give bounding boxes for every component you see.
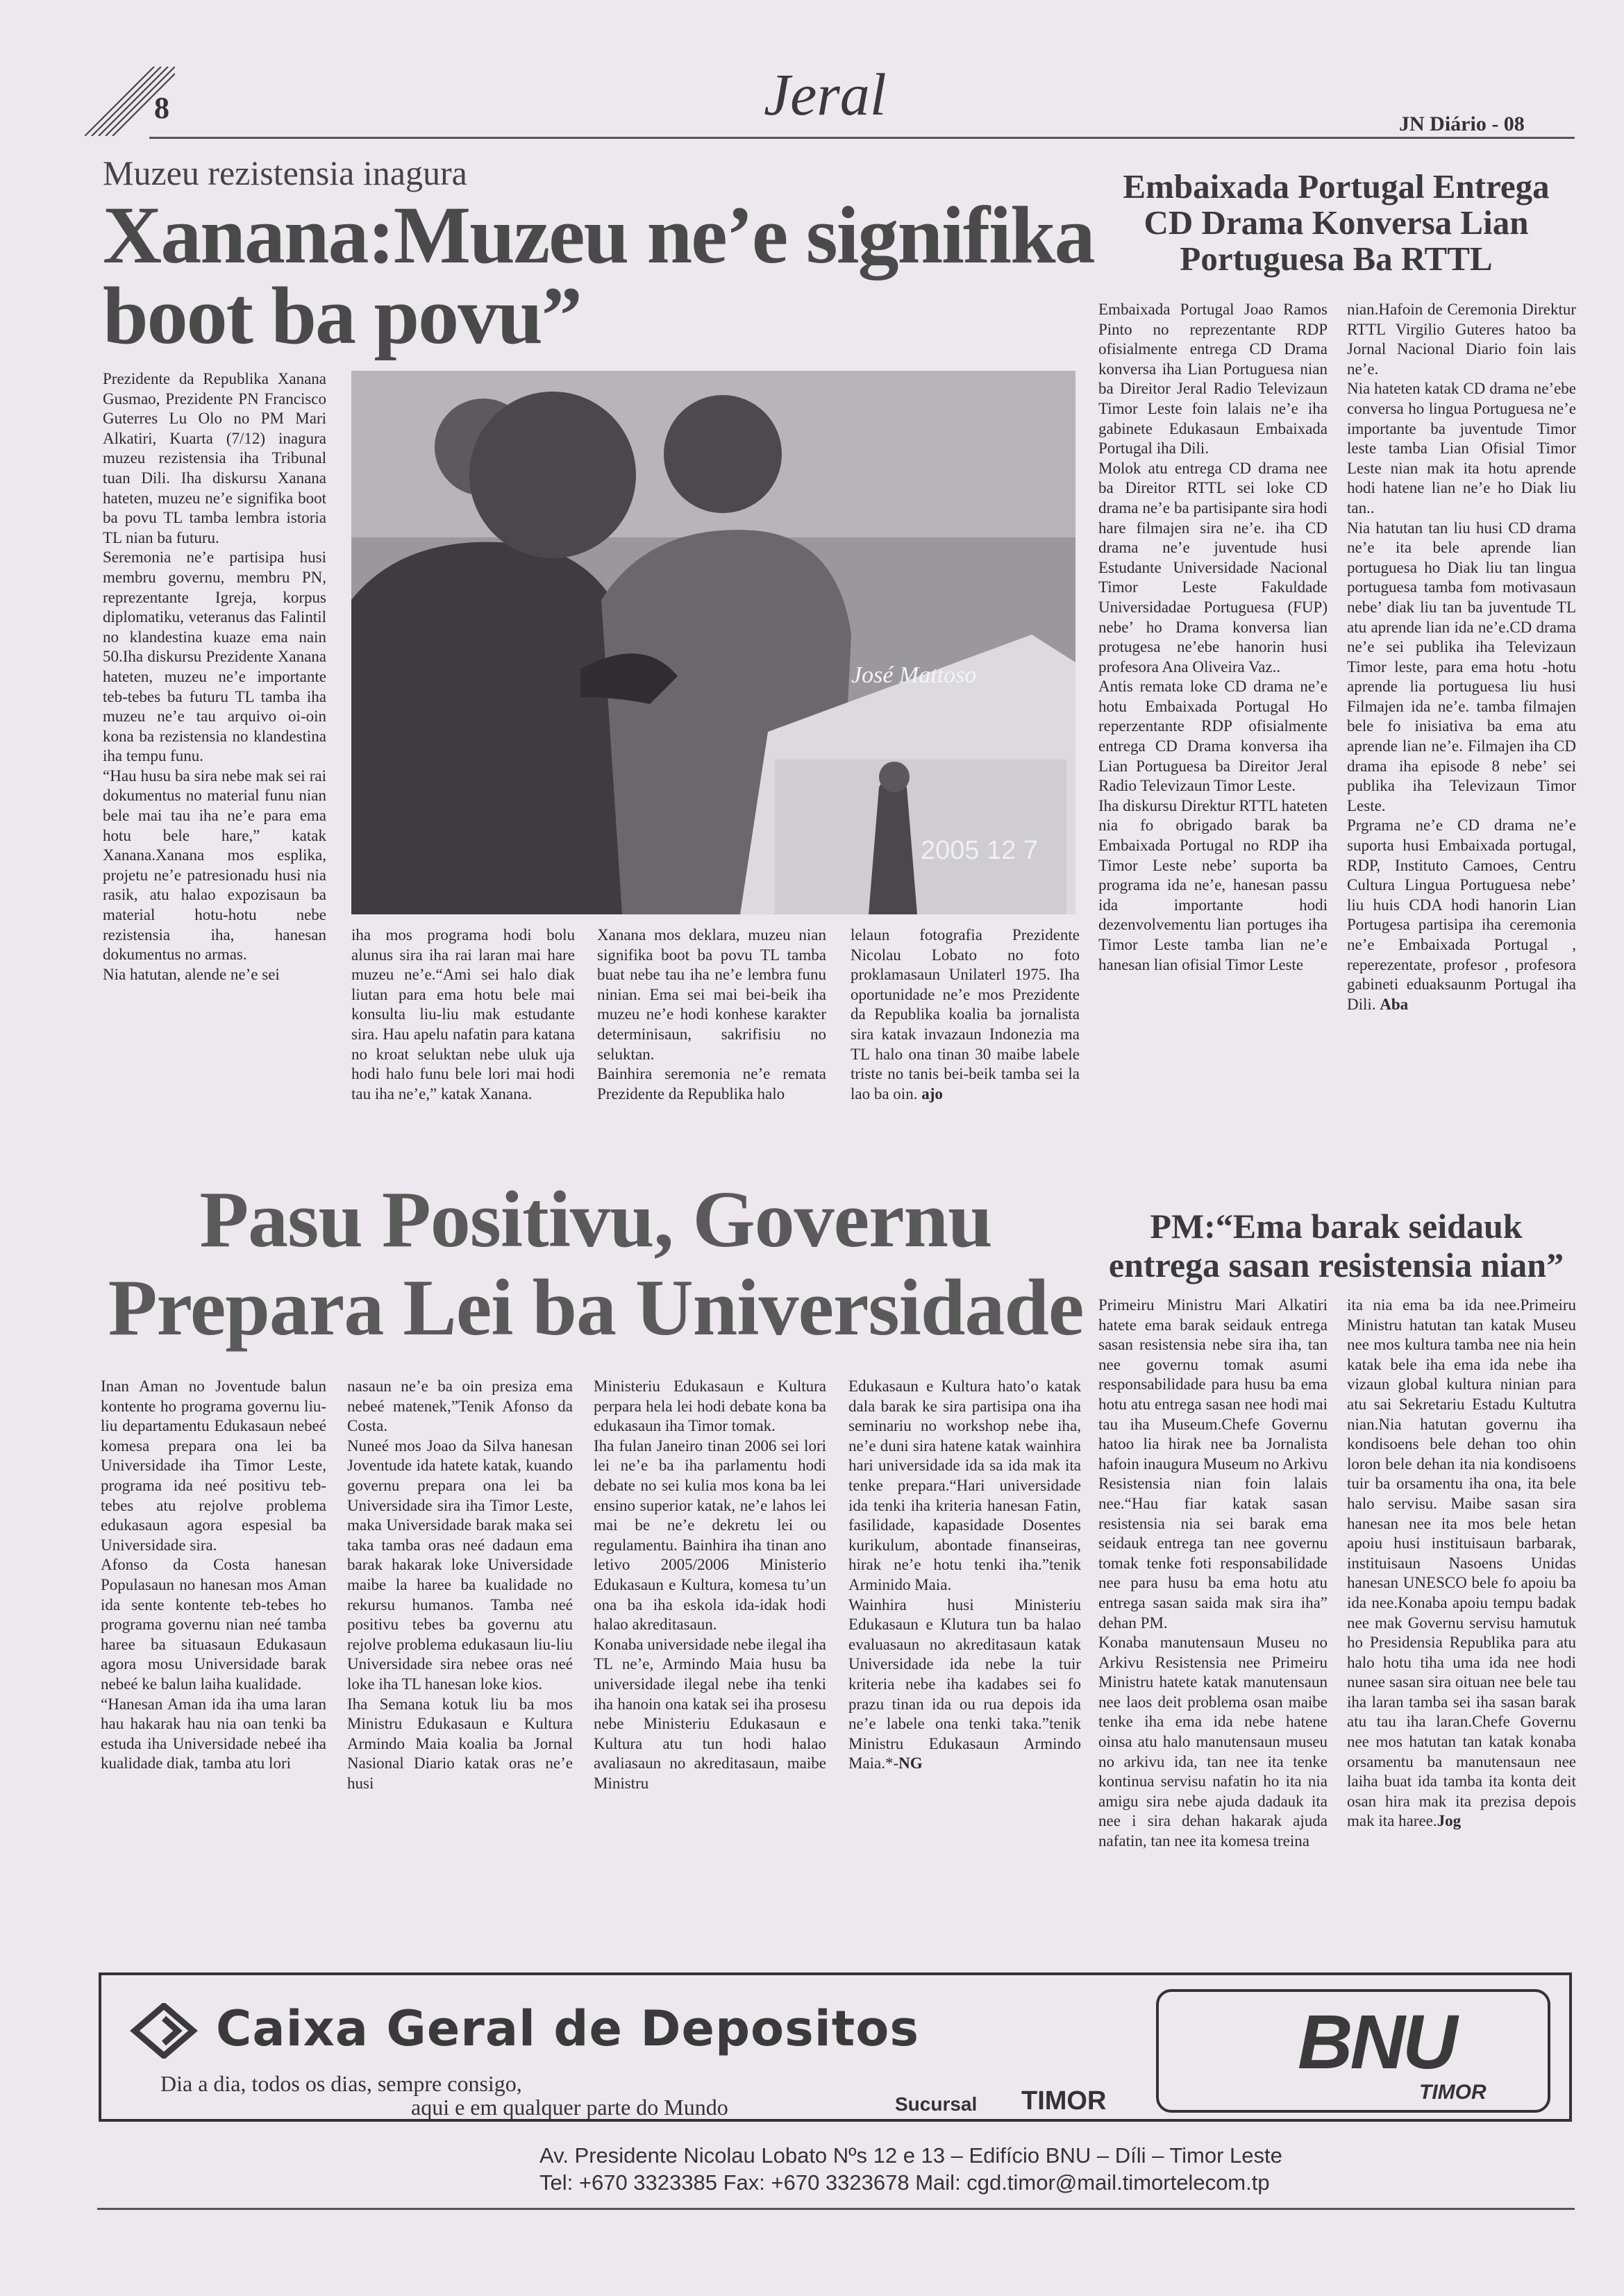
lead-column-2: iha mos programa hodi bolu alunus sira iha rai laran mai hare muzeu ne’e.“Ami sei halo diak liutan para ema hotu bele mai konsulta liu-liu mak estudante sira. Hau apelu nafatin para katana no kroat seluktan nebe uluk uja hodi halo funu bele lori mai hodi tau iha ne’e,” katak Xanana. — [351, 926, 575, 1103]
photo-scene — [351, 371, 1075, 914]
bank-advertisement — [99, 1972, 1572, 2122]
page-number: 8 — [154, 91, 169, 125]
lead-column-3: Xanana mos deklara, muzeu nian signifika boot ba povu TL tamba buat nebe tau iha ne’e lembra funu ninian. Ema sei mai bei-beik iha muzeu ne’e hodi konhese karakter determinisaun, sakrifisiu no seluktan. Bainhira seremonia ne’e remata Prezidente da Republika halo — [597, 926, 826, 1103]
branch-name: TIMOR — [1021, 2086, 1107, 2115]
second-column-2: nasaun ne’e ba oin presiza ema nebeé matenek,”Tenik Afonso da Costa. Nuneé mos Joao da Silva hanesan Joventude ida hatete katak, kuando governu prepara ona lei ba Universidade sira iha Timor Leste, maka Universidade barak maka sei taka tamba oras neé dadaun ema barak hakarak loke Universidade maibe la haree ba kualidade no rekursu humanos. Tamba neé positivu tebes ba governu atu rejolve problema edukasaun liu-liu Universidade sira nebee oras neé loke iha TL hanesan loke kios. Iha Semana kotuk liu ba mos Ministru Edukasaun e Kultura Armindo Maia koalia ba Jornal Nasional Diario katak oras ne’e husi — [347, 1377, 573, 1792]
lead-photo — [351, 371, 1075, 914]
right-story1-column-1: Embaixada Portugal Joao Ramos Pinto no reprezentante RDP ofisialmente entrega CD Drama konversa iha Lian Portuguesa nian ba Direitor Jeral Radio Televizaun Timor Leste foin lalais ne’e iha gabinete Edukasaun Embaixada Portugal iha Dili. Molok atu entrega CD drama nee ba Direitor RTTL sei loke CD drama ne’e ba partisipante sira hodi hare filmajen sira ne’e. iha CD drama ne’e juventude husi Estudante Universidade Nacional Timor Leste Fakuldade Universidadae Portuguesa (FUP) nebe’ ho Drama konversa lian protugesa ne’ebe hanorin husi profesora Ana Oliveira Vaz.. Antis remata loke CD drama ne’e hotu Embaixada Portugal Ho reperzentante RDP ofisialmente entrega CD Drama konversa iha Lian Portuguesa ba Direitor Jeral Radio Televizaun Timor Leste. Iha diskursu Direktur RTTL hateten nia fo obrigado barak ba Embaixada Portugal no RDP iha Timor Leste nebe’ suporta ba programa ida ne’e, hanesan passu ida importante hodi dezenvolvementu lian portuges iha Timor Leste tamba lian ne’e hanesan lian ofisial Timor Leste — [1098, 301, 1328, 973]
right-story1-column-2-text: nian.Hafoin de Ceremonia Direktur RTTL Virgilio Guteres hatoo ba Jornal Nacional Diario foin lais ne’e. Nia hateten katak CD drama ne’ebe conversa ho lingua Portuguesa ne’e importante ba juventude Timor leste tamba Lian Ofisial Timor Leste nian mak ita hotu aprende hodi hatene lian ne’e ho Diak liu tan.. Nia hatutan tan liu husi CD drama ne’e ita bele aprende lian portuguesa ho Diak liu tan lingua portuguesa tamba fom motivasaun nebe’ diak liu tan ba juventude TL atu aprende lian ida ne’e.CD drama ne’e sei publika iha Televizaun Timor leste, para ema hotu -hotu aprende lia portuguesa liu husi Filmajen ida ne’e. tamba filmajen bele fo inisiativa ba ema atu aprende lian ne’e. Filmajen iha CD drama iha episode 8 nebe’ sei publika iha Televizaun Timor Leste. Prgrama ne’e CD drama ne’e suporta husi Embaixada portugal, RDP, Instituto Camoes, Centru Cultura Lingua Portuguesa nebe’ liu huis CDA hodi hanorin Lian Portugesa partisipa iha ceremonia ne’e Embaixada Portugal , reperezentate, profesor , profesora gabineti eduaksaunm Portugal iha Dili. — [1347, 301, 1576, 1013]
lead-headline-line2: boot ba povu” — [103, 270, 581, 361]
lead-column-4-text: lelaun fotografia Prezidente Nicolau Lobato no foto proklamasaun Unilaterl 1975. Iha oportunidade ne’e mos Prezidente da Republika koalia ba jornalista sira katak invazaun Indonezia ma TL halo ona tinan 30 maibe labele triste no tanis bei-beik tamba sei la lao ba oin. — [851, 926, 1080, 1103]
lead-column-1: Prezidente da Republika Xanana Gusmao, Prezidente PN Francisco Guterres Lu Olo no PM Mari Alkatiri, Kuarta (7/12) inagura muzeu rezistensia iha Tribunal tuan Dili. Iha diskursu Xanana hateten, muzeu ne’e signifika boot ba povu TL tamba lembra istoria TL nian ba futuru. Seremonia ne’e partisipa husi membru governu, membru PN, reprezentante Igreja, korpus diplomatiku, veteranus das Falintil no klandestina kuaze ema nain 50.Iha diskursu Prezidente Xanana hateten, muzeu ne’e importante teb-tebes ba futuru TL tamba iha muzeu ne’e tau arquivo oi-oin kona ba rezistensia no klandestina iha tempu funu. “Hau husu ba sira nebe mak sei rai dokumentus no material funu nian bele mai tau iha ne’e para ema hotu bele hare,” katak Xanana.Xanana mos esplika, projetu ne’e patresionadu husi nia rasik, atu halao expozisaun ba material hotu-hotu nebe rezistensia iha, hanesan dokumentus no armas. Nia hatutan, alende ne’e sei — [103, 370, 326, 983]
right-story1-column-2 — [1347, 300, 1576, 1014]
lead-byline: ajo — [921, 1084, 943, 1103]
bnu-logo: BNU — [1298, 2000, 1455, 2085]
branch-label: Sucursal — [895, 2093, 978, 2115]
right-story1-byline: Aba — [1380, 995, 1409, 1013]
ad-slogan-line2: aqui e em qualquer parte do Mundo — [411, 2095, 728, 2120]
ad-contact: Tel: +670 3323385 Fax: +670 3323678 Mail: cgd.timor@mail.timortelecom.tp — [539, 2170, 1270, 2195]
cgd-logo-icon — [129, 2003, 199, 2059]
photo-caption-artist: José Mattoso — [851, 662, 977, 688]
second-column-4-text: Edukasaun e Kultura hato’o katak dala barak ke sira partisipa ona iha seminariu no workshop nebe iha, ne’e duni sira hatene katak wainhira hari universidade ida sa ida mak ita tenke prepara.“Hari universidade ida tenki iha kriteria hanesan Fatin, fasilidade, kapasidade Dosentes kurikulum, abontade finanseiras, hirak ne’e hotu tenki iha.”tenik Arminido Maia. Wainhira husi Ministeriu Edukasaun e Klutura tun ba halao evaluasaun no akreditasaun katak Universidade ida nebe la tuir kriteria nebe iha kadabes sei fo prazu tinan ida ou rua depois ida ne’e labele ona tenki taka.”tenik Ministru Edukasaun Armindo Maia.*- — [848, 1377, 1081, 1773]
bank-name: Caixa Geral de Depositos — [216, 2000, 920, 2057]
lead-kicker: Muzeu rezistensia inagura — [103, 153, 467, 192]
second-headline-line1: Pasu Positivu, Governu — [199, 1175, 992, 1264]
ad-slogan-line1: Dia a dia, todos os dias, sempre consigo, — [160, 2071, 522, 2096]
bnu-logo-box — [1156, 1989, 1550, 2113]
section-title: Jeral — [764, 61, 887, 128]
header-rule — [149, 137, 1575, 139]
second-headline-line2: Prepara Lei ba Universidade — [108, 1264, 1084, 1352]
right-story2-headline: PM:“Ema barak seidauk entrega sasan resistensia nian” — [1108, 1207, 1564, 1284]
right-story2-byline: Jog — [1437, 1812, 1462, 1830]
bnu-sub: TIMOR — [1419, 2081, 1487, 2104]
right-story2-column-2-text: ita nia ema ba ida nee.Primeiru Ministru hatutan tan katak Museu nee mos kultura tamba nee nia hein katak bele iha ema ida nebe iha vizaun global kultura ninian para atu sai Sekretariu Estadu Kultutra nian.Nia hatutan governu iha kondisoens bele dehan too ohin loron bele dehan ita nia kondisoens tuir ba orsamentu iha ona, ita bele halo servisu. Maibe sasan sira hanesan nee ita mos bele hetan apoiu husi instituisaun barbarak, instituisaun Nasoens Unidas hanesan UNESCO bele fo apoiu ba ida nee.Konaba apoiu tempu badak nee mak Governu servisu hamutuk ho Presidensia Republika para atu halo hotu tiha uma ida nee hodi nunee sasan sira oituan nee bele tau iha laran tamba sei iha sasan barak atu tau iha laran.Chefe Governu nee mos hatutan tan katak konaba orsamentu ba manutensaun nee laiha buat ida tamba ita konta deit osan hira mak ita prezisa depois mak ita haree. — [1347, 1296, 1576, 1830]
right-story2-column-1: Primeiru Ministru Mari Alkatiri hatete ema barak seidauk entrega sasan resistensia nebe sira iha, tan nee governu tomak asumi responsabilidade para husu ba ema hotu atu entrega sasan nee hodi mai tau iha Museum.Chefe Governu hatoo lia hirak nee ba Jornalista hafoin inaugura Museum no Arkivu Resistensia nian foin lalais nee.“Hau fiar katak sasan resistensia nia sei barak ema seidauk entrega tan nee governu tomak tenke foti responsabilidade nee para husu ba ema hotu atu entrega sasan saida mak sira iha” dehan PM. Konaba manutensaun Museu no Arkivu Resistensia nee Primeiru Ministru hatete katak manutensaun nee laos deit problema osan maibe tenke iha ema ida nebe hatene oinsa atu halo manutensaun museu no arkivu ida, tan nee ita tenke kontinua servisu nafatin ho ita nia amigu sira nebe ajuda dadauk ita nee i sira dehan hakarak ajuda nafatin, tan nee ita komesa treina — [1098, 1296, 1328, 1850]
second-byline: NG — [898, 1754, 923, 1773]
ad-address: Av. Presidente Nicolau Lobato Nºs 12 e 13 – Edifício BNU – Díli – Timor Leste — [539, 2143, 1282, 2168]
second-column-4 — [848, 1377, 1081, 1774]
lead-column-4 — [851, 925, 1080, 1104]
right-story2-column-2 — [1347, 1296, 1576, 1832]
photo-date-stamp: 2005 12 7 — [921, 836, 1039, 865]
second-column-3: Ministeriu Edukasaun e Kultura perpara hela lei hodi debate kona ba edukasaun iha Timor tomak. Iha fulan Janeiro tinan 2006 sei lori lei ne’e ba iha parlamentu hodi debate no sei kulia mos kona ba lei ensino superior katak, ne’e lahos lei mai be ne’e dekretu lei ou regulamentu. Bainhira iha tinan ano letivo 2005/2006 Ministerio Edukasaun e Kultura, komesa tu’un ona ba iha eskola ida-idak hodi halao akreditasaun. Konaba universidade nebe ilegal iha TL ne’e, Armindo Maia husu ba universidade ilegal nebe iha tenki iha hanoin ona katak sei iha prosesu nebe Ministeriu Edukasaun e Kultura atu tun hodi halao avaliasaun no akreditasaun, maibe Ministru — [594, 1377, 826, 1792]
lead-headline-line1: Xanana:Muzeu ne’e signifika — [103, 190, 1094, 280]
second-column-1: Inan Aman no Joventude balun kontente ho programa governu liu-liu departamentu Edukasaun nebeé komesa prepara ona lei ba Universidade iha Timor Leste, programa ida neé positivu teb-tebes atu rejolve problema edukasaun agora espesial ba Universidade sira. Afonso da Costa hanesan Populasaun no hanesan mos Aman ida sente kontente teb-tebes ho programa governu nian neé tamba haree ba situasaun Edukasaun agora mosu Universidade barak nebeé ke balun laiha kualidade. “Hanesan Aman ida iha uma laran hau hakarak hau nia oan tenki ba estuda iha Universidade nebeé iha kualidade diak, tamba atu lori — [101, 1377, 326, 1773]
right-story1-headline: Embaixada Portugal Entrega CD Drama Konversa Lian Portuguesa Ba RTTL — [1123, 167, 1550, 278]
publication-name: JN Diário - 08 — [1399, 112, 1525, 135]
footer-rule — [97, 2208, 1575, 2210]
